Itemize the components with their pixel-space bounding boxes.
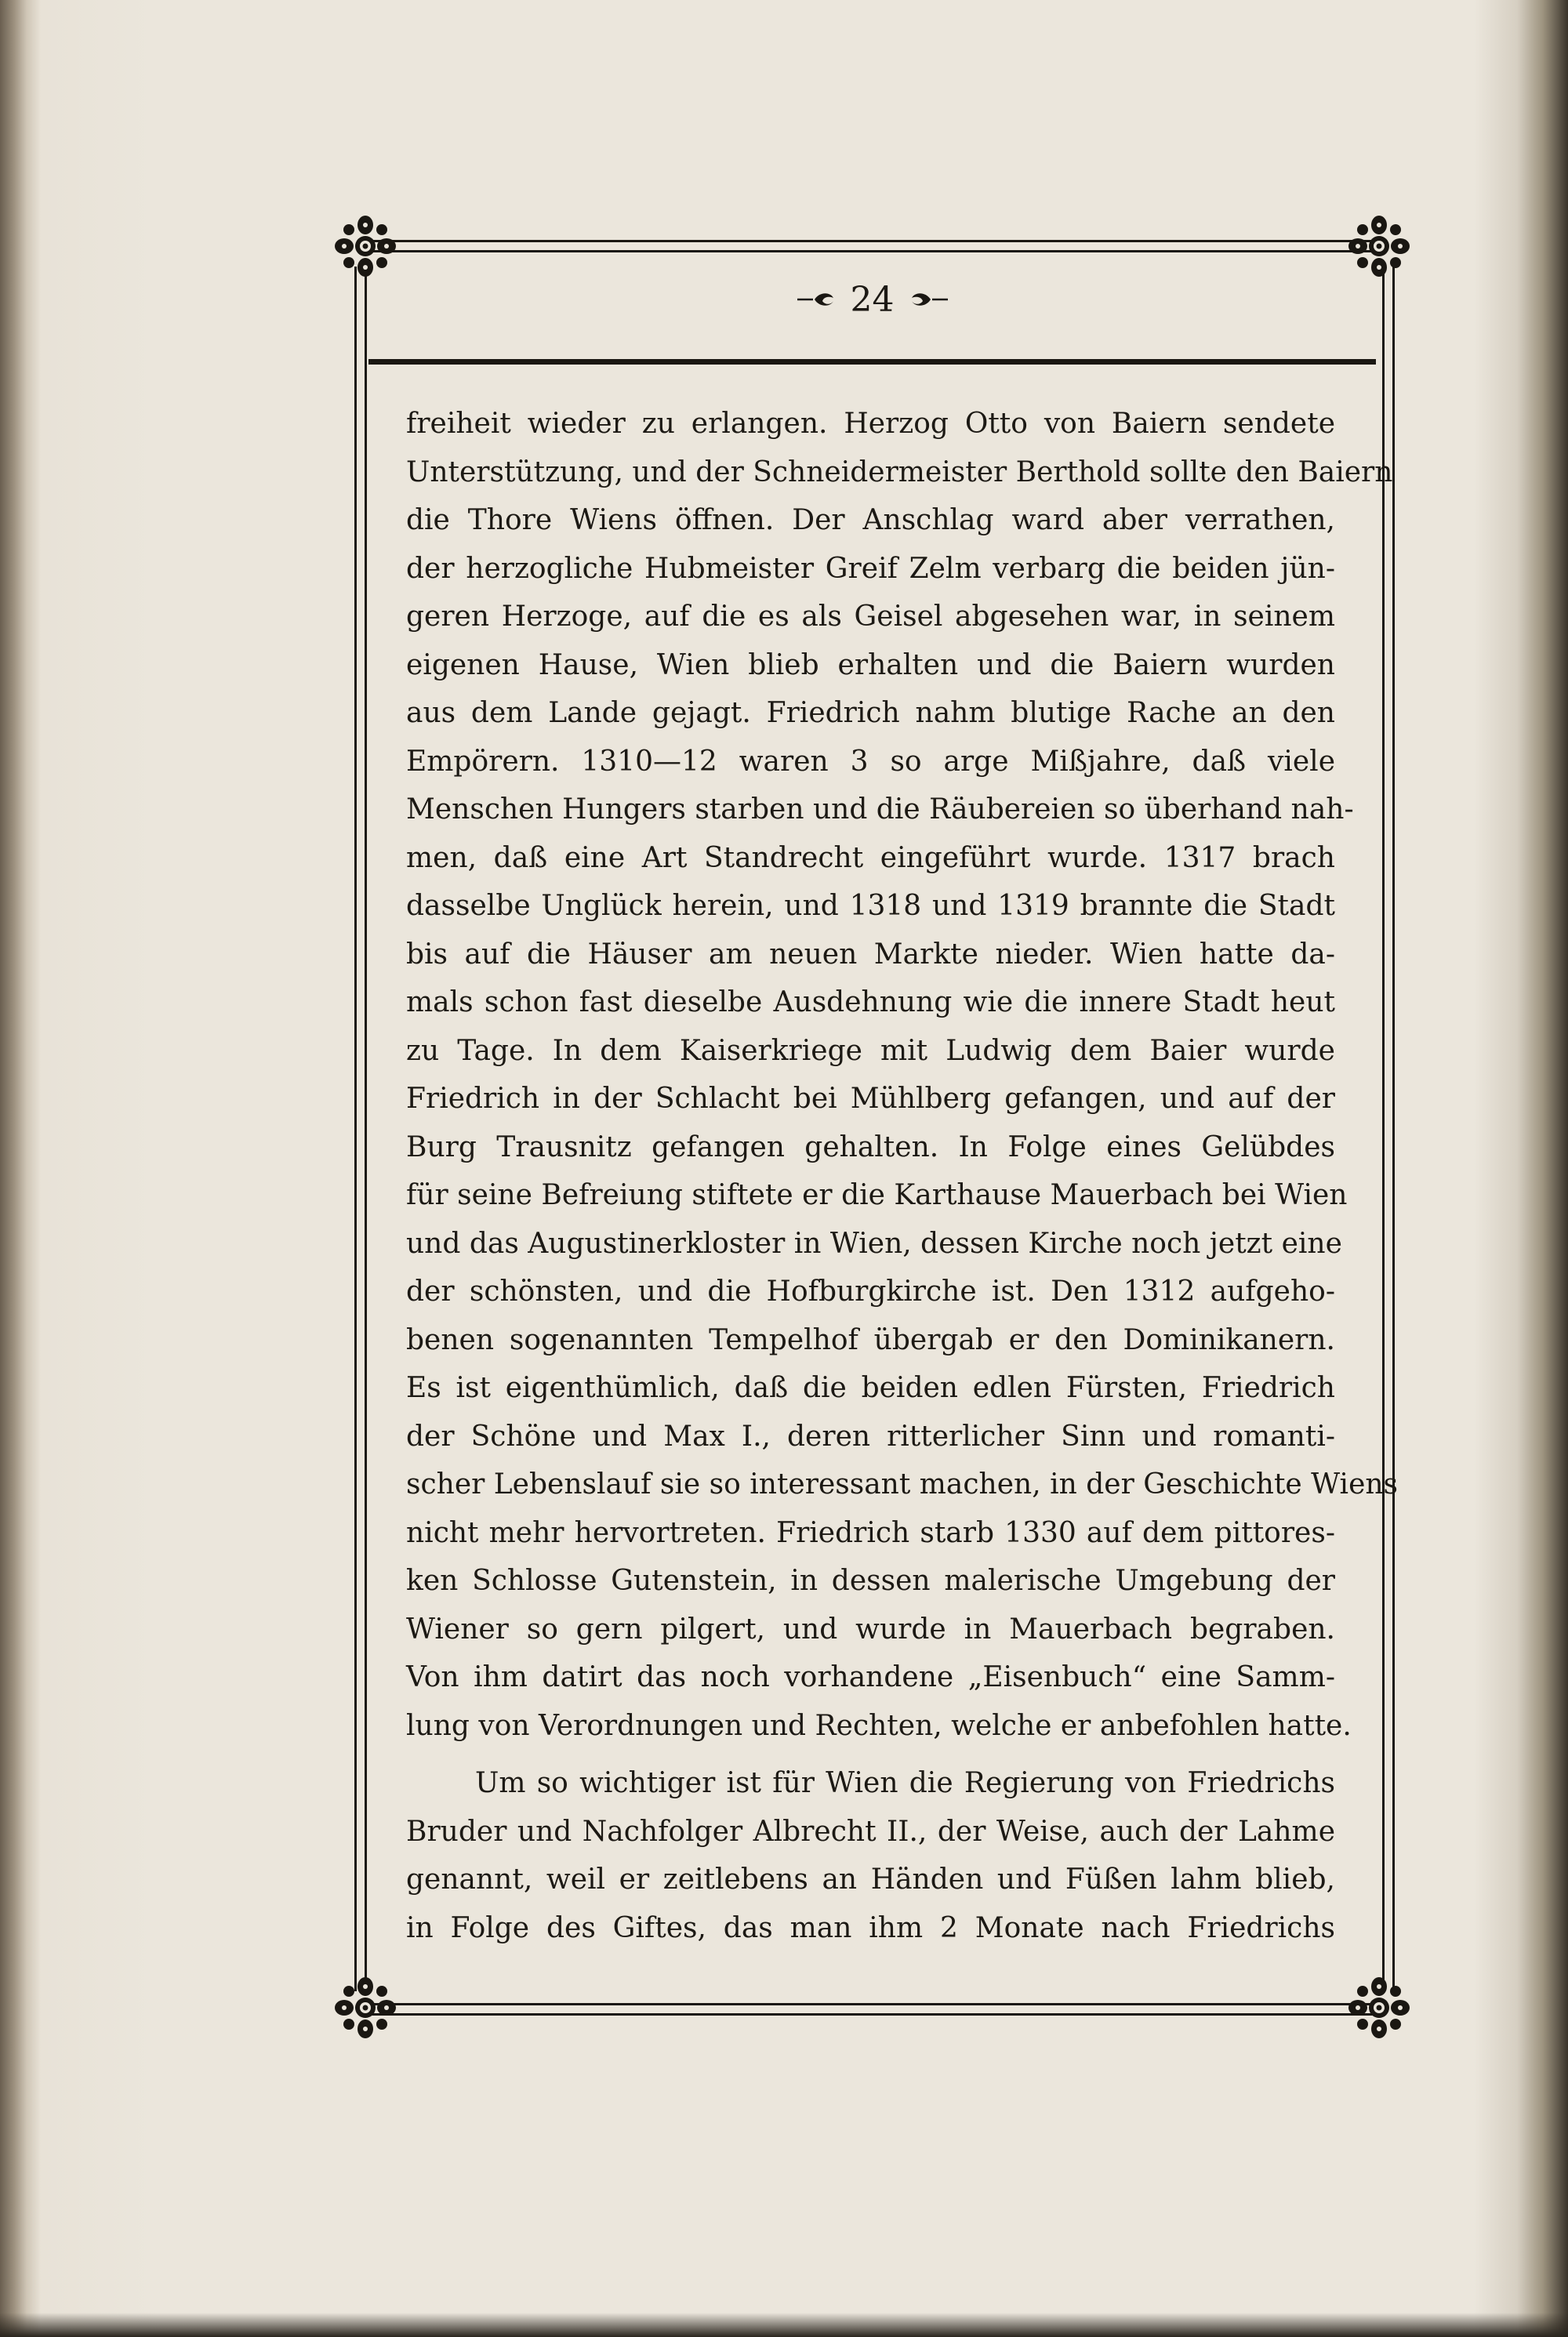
text-line: bis auf die Häuser am neuen Markte nieder. Wien hatte da- bbox=[406, 938, 1335, 971]
corner-ornament-icon bbox=[333, 214, 397, 278]
text-line: dasselbe Unglück herein, und 1318 und 1319 brannte die Stadt bbox=[406, 890, 1335, 922]
body-text bbox=[406, 400, 1399, 1952]
frame-left-rule bbox=[354, 267, 367, 1991]
corner-ornament-icon bbox=[333, 1976, 397, 2040]
text-line: Bruder und Nachfolger Albrecht II., der Weise, auch der Lahme bbox=[406, 1815, 1335, 1848]
frame-right-rule bbox=[1382, 267, 1395, 1991]
text-line: geren Herzoge, auf die es als Geisel abgesehen war, in seinem bbox=[406, 601, 1335, 633]
text-line: eigenen Hause, Wien blieb erhalten und die Baiern wurden bbox=[406, 648, 1335, 681]
text-line: Es ist eigenthümlich, daß die beiden edlen Fürsten, Friedrich bbox=[406, 1372, 1335, 1404]
text-line: Unterstützung, und der Schneidermeister Berthold sollte den Baiern bbox=[406, 455, 1393, 488]
text-line: der schönsten, und die Hofburgkirche ist. Den 1312 aufgeho- bbox=[406, 1276, 1335, 1308]
text-line: Burg Trausnitz gefangen gehalten. In Folge eines Gelübdes bbox=[406, 1130, 1335, 1163]
text-line: für seine Befreiung stiftete er die Karthause Mauerbach bei Wien bbox=[406, 1179, 1348, 1211]
left-flourish-icon bbox=[796, 290, 837, 309]
corner-ornament-icon bbox=[1347, 1976, 1411, 2040]
text-line: Wiener so gern pilgert, und wurde in Mauerbach begraben. bbox=[406, 1613, 1335, 1646]
text-line: zu Tage. In dem Kaiserkriege mit Ludwig dem Baier wurde bbox=[406, 1034, 1335, 1067]
text-line: benen sogenannten Tempelhof übergab er den Dominikanern. bbox=[406, 1323, 1335, 1356]
text-line: der Schöne und Max I., deren ritterlicher Sinn und romanti- bbox=[406, 1420, 1335, 1453]
page-header bbox=[368, 276, 1376, 323]
right-flourish-icon bbox=[909, 290, 949, 309]
text-line: Von ihm datirt das noch vorhandene „Eisenbuch“ eine Samm- bbox=[406, 1661, 1335, 1693]
text-line: mals schon fast dieselbe Ausdehnung wie die innere Stadt heut bbox=[406, 986, 1335, 1018]
text-line: die Thore Wiens öffnen. Der Anschlag ward aber verrathen, bbox=[406, 504, 1335, 536]
header-rule bbox=[368, 359, 1376, 365]
text-line: nicht mehr hervortreten. Friedrich starb 1330 auf dem pittores- bbox=[406, 1516, 1335, 1549]
text-line: genannt, weil er zeitlebens an Händen und Füßen lahm blieb, bbox=[406, 1863, 1335, 1896]
frame-top-rule bbox=[370, 240, 1374, 252]
page-number: 24 bbox=[850, 279, 895, 320]
text-line: und das Augustinerkloster in Wien, dessen Kirche noch jetzt eine bbox=[406, 1227, 1342, 1260]
text-line: ken Schlosse Gutenstein, in dessen malerische Umgebung der bbox=[406, 1565, 1335, 1597]
page-edge-shadow bbox=[0, 2313, 1568, 2337]
frame-bottom-rule bbox=[370, 2003, 1374, 2016]
text-line: Um so wichtiger ist für Wien die Regierung von Friedrichs bbox=[475, 1767, 1335, 1799]
text-line: Friedrich in der Schlacht bei Mühlberg gefangen, und auf der bbox=[406, 1083, 1335, 1115]
text-line: Menschen Hungers starben und die Räubereien so überhand nah- bbox=[406, 793, 1354, 826]
text-line: der herzogliche Hubmeister Greif Zelm verbarg die beiden jün- bbox=[406, 552, 1335, 585]
text-line: freiheit wieder zu erlangen. Herzog Otto von Baiern sendete bbox=[406, 408, 1335, 440]
text-line: men, daß eine Art Standrecht eingeführt wurde. 1317 brach bbox=[406, 841, 1335, 874]
text-line: lung von Verordnungen und Rechten, welche er anbefohlen hatte. bbox=[406, 1709, 1352, 1742]
corner-ornament-icon bbox=[1347, 214, 1411, 278]
text-line: in Folge des Giftes, das man ihm 2 Monate nach Friedrichs bbox=[406, 1911, 1335, 1944]
text-line: aus dem Lande gejagt. Friedrich nahm blutige Rache an den bbox=[406, 697, 1335, 729]
text-line: scher Lebenslauf sie so interessant machen, in der Geschichte Wiens bbox=[406, 1468, 1399, 1501]
text-line: Empörern. 1310—12 waren 3 so arge Mißjahre, daß viele bbox=[406, 745, 1335, 778]
